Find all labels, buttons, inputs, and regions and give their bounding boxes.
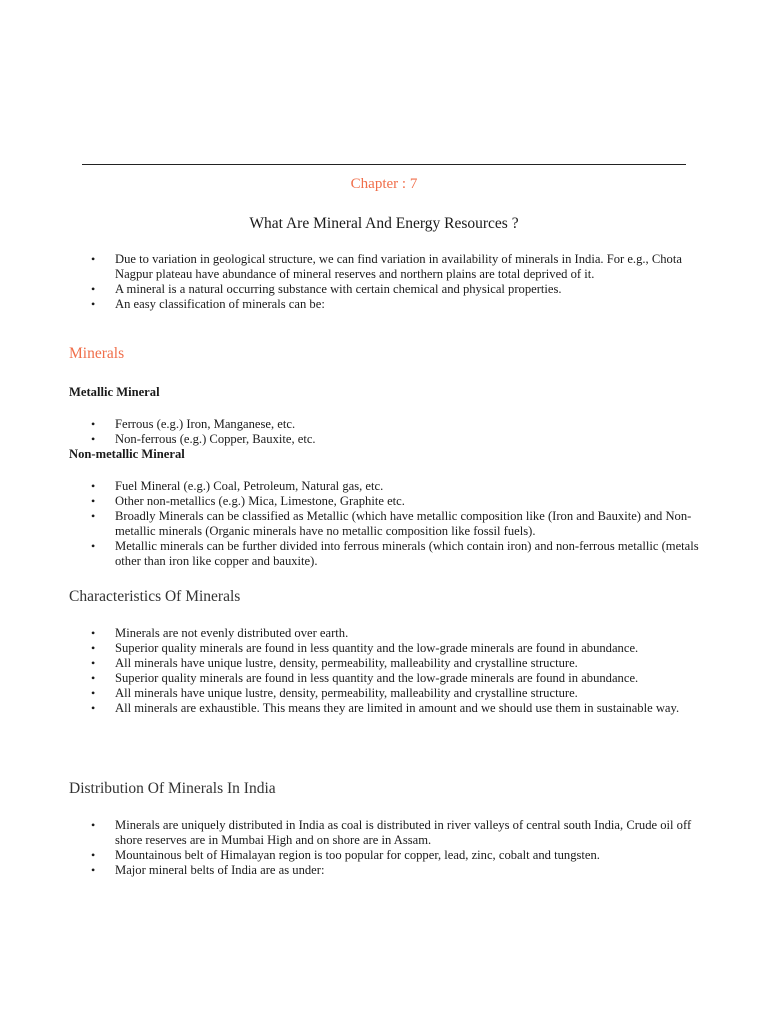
list-item: • Superior quality minerals are found in less quantity and the low-grade minerals are found in abundance. <box>87 641 707 656</box>
chapter-label: Chapter : 7 <box>350 176 418 192</box>
list-item: • Major mineral belts of India are as under: <box>87 863 707 878</box>
list-item: • Broadly Minerals can be classified as Metallic (which have metallic composition like (Iron and Bauxite) and Non-metallic minerals (Organic minerals have no metallic composition like fossil fuels). <box>87 509 707 539</box>
nonmetallic-heading: Non-metallic Mineral <box>69 447 185 461</box>
nonmetallic-list <box>87 479 707 569</box>
list-item: • Metallic minerals can be further divided into ferrous minerals (which contain iron) and non-ferrous metallic (metals other than iron like copper and bauxite). <box>87 539 707 569</box>
list-item: • Superior quality minerals are found in less quantity and the low-grade minerals are found in abundance. <box>87 671 707 686</box>
distribution-heading: Distribution Of Minerals In India <box>69 780 276 797</box>
top-divider <box>82 164 686 165</box>
list-item: • All minerals are exhaustible. This means they are limited in amount and we should use them in sustainable way. <box>87 701 707 716</box>
page-title: What Are Mineral And Energy Resources ? <box>249 215 519 232</box>
metallic-list <box>87 417 707 447</box>
characteristics-list <box>87 626 707 716</box>
characteristics-heading: Characteristics Of Minerals <box>69 588 241 605</box>
list-item: • Non-ferrous (e.g.) Copper, Bauxite, etc. <box>87 432 707 447</box>
minerals-heading: Minerals <box>69 345 125 362</box>
list-item: • Other non-metallics (e.g.) Mica, Limestone, Graphite etc. <box>87 494 707 509</box>
list-item: • Minerals are not evenly distributed over earth. <box>87 626 707 641</box>
distribution-list <box>87 818 707 878</box>
metallic-heading: Metallic Mineral <box>69 385 160 399</box>
list-item: • All minerals have unique lustre, density, permeability, malleability and crystalline structure. <box>87 686 707 701</box>
list-item: • Minerals are uniquely distributed in India as coal is distributed in river valleys of central south India, Crude oil off shore reserves are in Mumbai High and on shore are in Assam. <box>87 818 707 848</box>
list-item: • An easy classification of minerals can be: <box>87 297 707 312</box>
list-item: • Fuel Mineral (e.g.) Coal, Petroleum, Natural gas, etc. <box>87 479 707 494</box>
list-item: • Ferrous (e.g.) Iron, Manganese, etc. <box>87 417 707 432</box>
list-item: • Mountainous belt of Himalayan region is too popular for copper, lead, zinc, cobalt and tungsten. <box>87 848 707 863</box>
list-item: • All minerals have unique lustre, density, permeability, malleability and crystalline structure. <box>87 656 707 671</box>
list-item: • Due to variation in geological structure, we can find variation in availability of minerals in India. For e.g., Chota Nagpur plateau have abundance of mineral reserves and northern plains are total deprived of it. <box>87 252 707 282</box>
list-item: • A mineral is a natural occurring substance with certain chemical and physical properties. <box>87 282 707 297</box>
intro-list <box>87 252 707 312</box>
